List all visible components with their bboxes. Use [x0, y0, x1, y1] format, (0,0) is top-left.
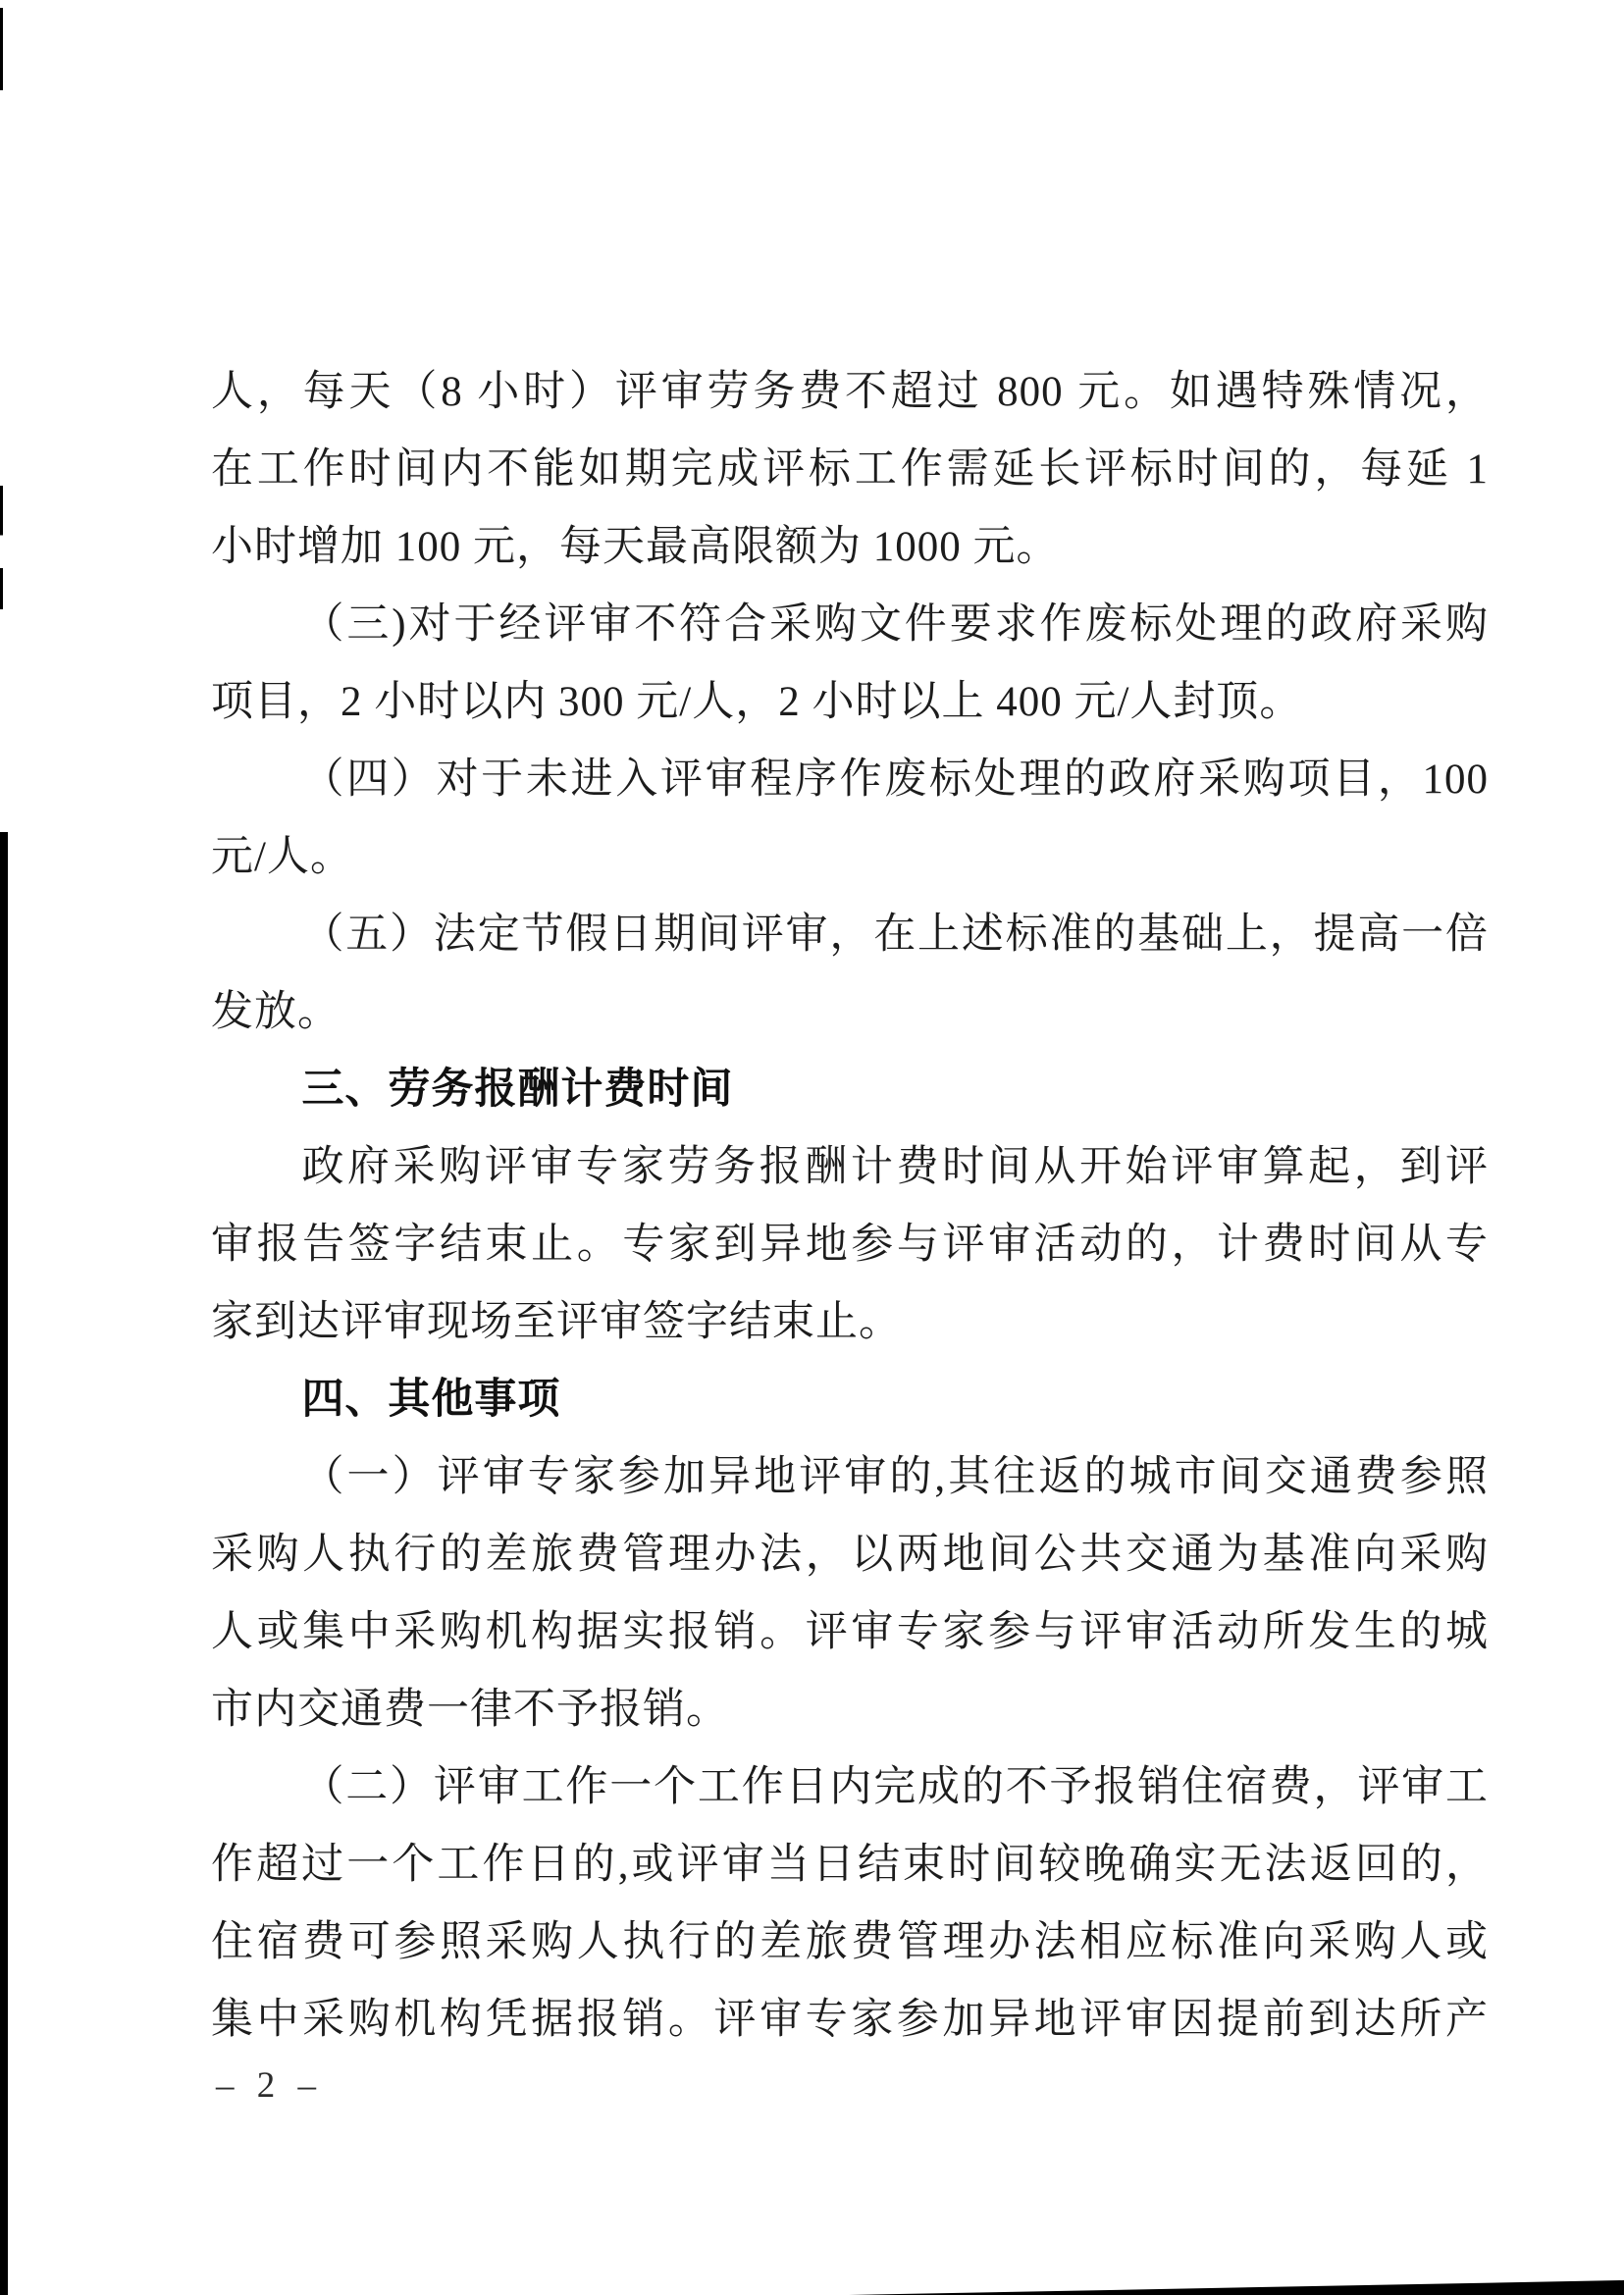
text-line: （三)对于经评审不符合采购文件要求作废标处理的政府采购 [301, 601, 1489, 648]
text-line: 审报告签字结束止。专家到异地参与评审活动的，计费时间从专 [211, 1222, 1489, 1268]
scan-artifact-bottom-edge [849, 2280, 1624, 2295]
section-heading: 四、其他事项 [301, 1376, 561, 1423]
text-line: 集中采购机构凭据报销。评审专家参加异地评审因提前到达所产 [211, 1997, 1489, 2043]
text-line: （四）对于未进入评审程序作废标处理的政府采购项目，100 [301, 756, 1489, 803]
text-line: 市内交通费一律不予报销。 [211, 1687, 729, 1733]
scan-artifact-left-edge-thin [0, 8, 3, 832]
text-line: 作超过一个工作日的,或评审当日结束时间较晚确实无法返回的， [211, 1842, 1489, 1888]
text-line: 项目，2 小时以内 300 元/人，2 小时以上 400 元/人封顶。 [211, 679, 1303, 725]
document-text-block [211, 353, 1489, 2059]
text-line: （一）评审专家参加异地评审的,其往返的城市间交通费参照 [301, 1454, 1489, 1500]
text-line: 元/人。 [211, 834, 353, 880]
text-line: 小时增加 100 元，每天最高限额为 1000 元。 [211, 524, 1060, 570]
text-line: （二）评审工作一个工作日内完成的不予报销住宿费，评审工 [301, 1764, 1489, 1810]
text-line: 发放。 [211, 989, 341, 1035]
text-line: 政府采购评审专家劳务报酬计费时间从开始评审算起，到评 [301, 1144, 1489, 1190]
text-line: 家到达评审现场至评审签字结束止。 [211, 1299, 902, 1345]
section-heading: 三、劳务报酬计费时间 [301, 1066, 734, 1113]
text-line: 住宿费可参照采购人执行的差旅费管理办法相应标准向采购人或 [211, 1919, 1489, 1965]
text-line: 在工作时间内不能如期完成评标工作需延长评标时间的，每延 1 [211, 446, 1489, 493]
text-line: 人或集中采购机构据实报销。评审专家参与评审活动所发生的城 [211, 1609, 1489, 1655]
scan-artifact-left-edge [0, 832, 8, 2295]
text-line: （五）法定节假日期间评审，在上述标准的基础上，提高一倍 [301, 912, 1489, 958]
page-number: – 2 – [216, 2065, 323, 2106]
text-line: 采购人执行的差旅费管理办法，以两地间公共交通为基准向采购 [211, 1532, 1489, 1578]
text-line: 人，每天（8 小时）评审劳务费不超过 800 元。如遇特殊情况， [211, 369, 1489, 415]
